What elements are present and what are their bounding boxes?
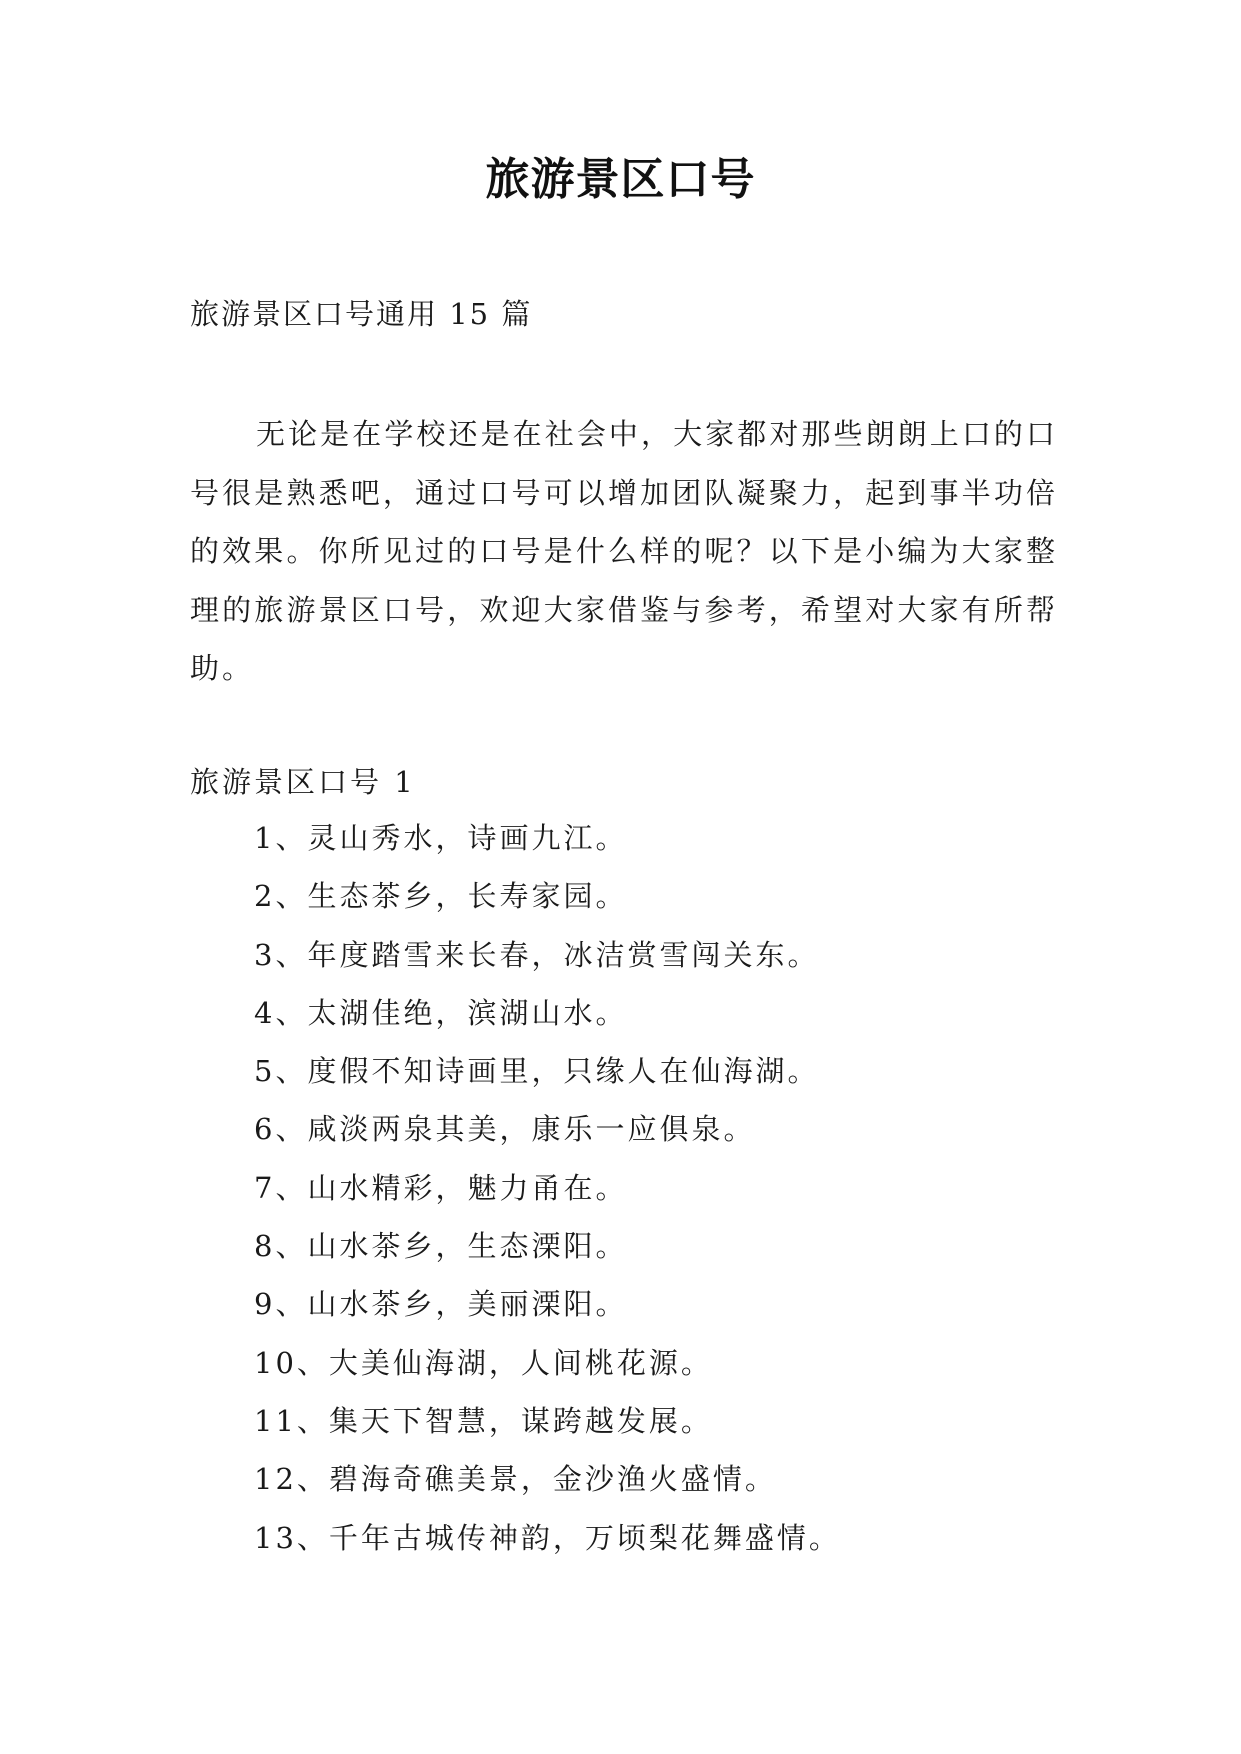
slogan-item: 12、碧海奇礁美景，金沙渔火盛情。 bbox=[254, 1462, 777, 1497]
slogan-item: 2、生态茶乡，长寿家园。 bbox=[254, 879, 628, 914]
document-subtitle: 旅游景区口号通用 15 篇 bbox=[190, 297, 533, 331]
slogan-item: 9、山水茶乡，美丽溧阳。 bbox=[254, 1287, 628, 1322]
slogan-item: 10、大美仙海湖，人间桃花源。 bbox=[254, 1345, 713, 1380]
slogan-item: 1、灵山秀水，诗画九江。 bbox=[254, 821, 628, 855]
slogan-item: 11、集天下智慧，谋跨越发展。 bbox=[254, 1403, 713, 1438]
slogan-list bbox=[254, 816, 841, 1574]
slogan-item: 3、年度踏雪来长春，冰洁赏雪闯关东。 bbox=[254, 937, 820, 972]
slogan-item: 4、太湖佳绝，滨湖山水。 bbox=[254, 995, 628, 1030]
section-heading: 旅游景区口号 1 bbox=[190, 765, 416, 799]
document-title: 旅游景区口号 bbox=[485, 154, 756, 205]
slogan-item: 5、度假不知诗画里，只缘人在仙海湖。 bbox=[254, 1054, 820, 1089]
slogan-item: 8、山水茶乡，生态溧阳。 bbox=[254, 1229, 628, 1264]
intro-paragraph: 无论是在学校还是在社会中，大家都对那些朗朗上口的口号很是熟悉吧，通过口号可以增加团队凝聚力，起到事半功倍的效果。你所见过的口号是什么样的呢？以下是小编为大家整理的旅游景区口号，欢迎大家借鉴与参考，希望对大家有所帮助。 bbox=[190, 417, 1058, 685]
slogan-item: 6、咸淡两泉其美，康乐一应俱泉。 bbox=[254, 1112, 756, 1147]
slogan-item: 7、山水精彩，魅力甬在。 bbox=[254, 1170, 628, 1205]
slogan-item: 13、千年古城传神韵，万顷梨花舞盛情。 bbox=[254, 1520, 841, 1555]
